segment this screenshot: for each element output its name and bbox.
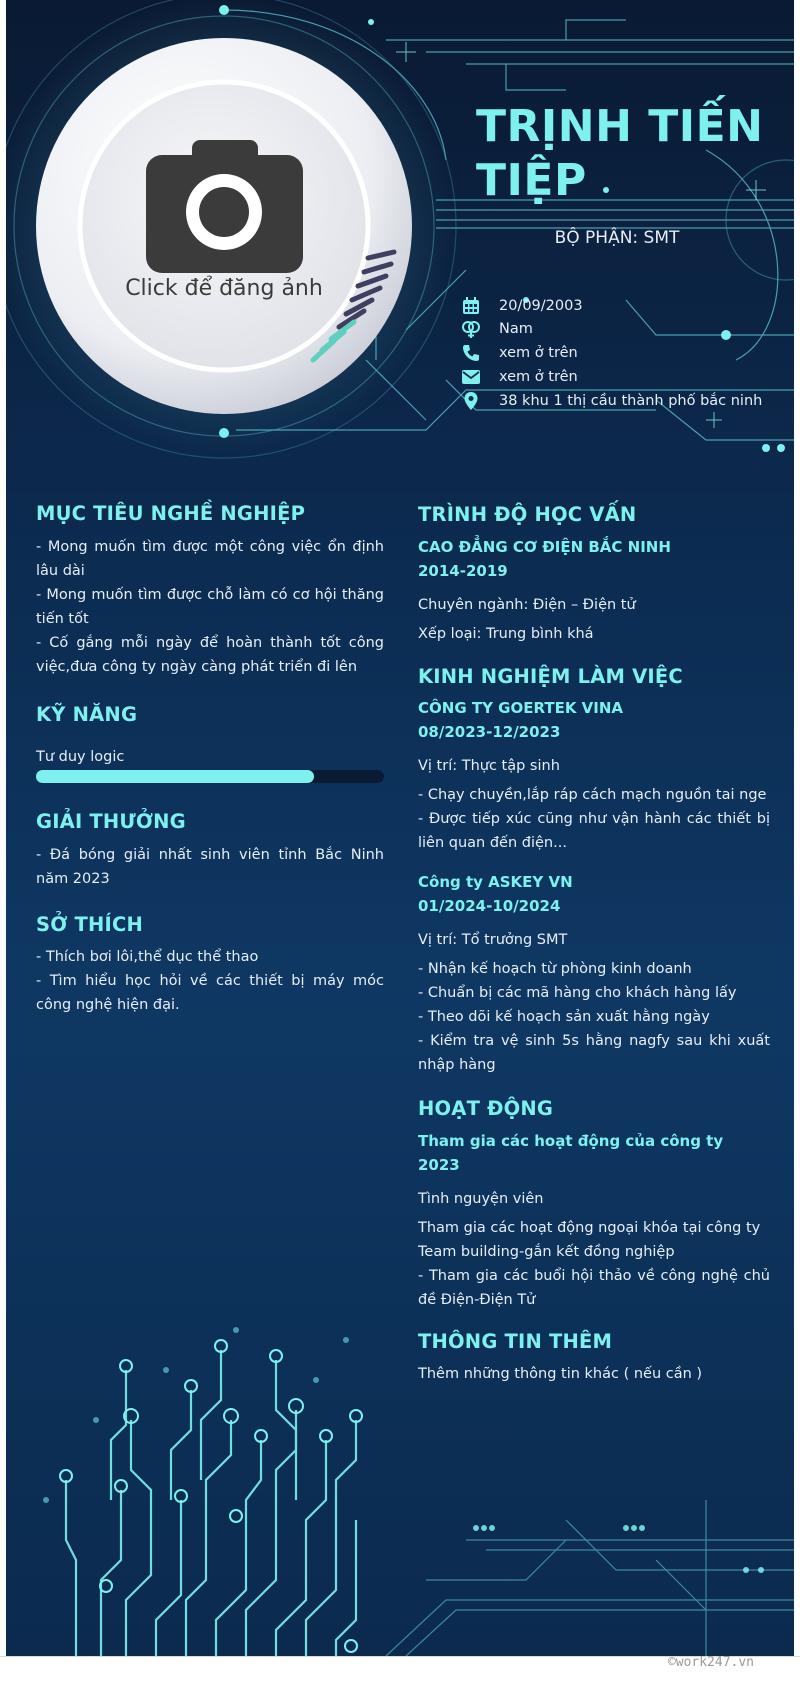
cv-page	[6, 0, 794, 1656]
education-section	[418, 535, 770, 646]
company-name: Công ty ASKEY VN	[418, 873, 573, 891]
job-duty-line: - Được tiếp xúc cũng như vận hành các thiết bị liên quan đến điện...	[418, 811, 770, 851]
hobby-line: - Thích bơi lôi,thể dục thể thao	[36, 949, 259, 965]
avatar-upload-button[interactable]	[36, 38, 412, 414]
job-duty-line: - Nhận kế hoạch từ phòng kinh doanh	[418, 961, 692, 977]
extra-info-text: Thêm những thông tin khác ( nếu cần )	[418, 1366, 703, 1382]
job-duty-line: - Kiểm tra vệ sinh 5s hằng nagfy sau khi xuất nhập hàng	[418, 1033, 770, 1073]
email-icon	[461, 367, 481, 387]
extra-info-title: THÔNG TIN THÊM	[418, 1330, 613, 1353]
calendar-icon	[461, 296, 481, 316]
awards-title: GIẢI THƯỞNG	[36, 810, 186, 833]
activity-period: 2023	[418, 1156, 460, 1174]
job-period: 01/2024-10/2024	[418, 897, 561, 915]
career-goal-line: - Cố gắng mỗi ngày để hoàn thành tốt công việc,đưa công ty ngày càng phát triển đi lên	[36, 635, 384, 675]
hobbies-title: SỞ THÍCH	[36, 913, 143, 936]
career-goal-line: - Mong muốn tìm được chỗ làm có cơ hội thăng tiến tốt	[36, 587, 384, 627]
career-goal-line: - Mong muốn tìm được một công việc ổn định lâu dài	[36, 539, 384, 579]
activity-line: Tham gia các hoạt động ngoại khóa tại công ty	[418, 1220, 761, 1236]
career-goal-title: MỤC TIÊU NGHỀ NGHIỆP	[36, 502, 306, 525]
skill-name: Tư duy logic	[36, 749, 125, 765]
hobbies-section	[36, 945, 384, 1017]
birthdate-value: 20/09/2003	[499, 298, 583, 314]
phone-value: xem ở trên	[499, 345, 578, 361]
info-row-gender	[461, 318, 533, 340]
department-label: BỘ PHẬN: SMT	[554, 228, 680, 248]
job-duty-line: - Chạy chuyền,lắp ráp cách mạch nguồn tai nge	[418, 787, 767, 803]
info-row-email	[461, 366, 578, 388]
job-duty-line: - Chuẩn bị các mã hàng cho khách hàng lấy	[418, 985, 737, 1001]
info-row-phone	[461, 342, 578, 364]
job-period: 08/2023-12/2023	[418, 723, 561, 741]
experience-title: KINH NGHIỆM LÀM VIỆC	[418, 665, 683, 688]
education-major: Chuyên ngành: Điện – Điện tử	[418, 597, 636, 613]
awards-section	[36, 843, 384, 891]
info-row-address	[461, 390, 762, 412]
experience-job	[418, 870, 770, 1077]
education-period: 2014-2019	[418, 562, 508, 580]
skills-title: KỸ NĂNG	[36, 703, 138, 726]
experience-job	[418, 696, 770, 855]
company-name: CÔNG TY GOERTEK VINA	[418, 699, 624, 717]
gender-value: Nam	[499, 321, 533, 337]
skill-level-bar	[36, 770, 384, 783]
email-value: xem ở trên	[499, 369, 578, 385]
info-row-birthdate	[461, 295, 583, 317]
watermark-label: ©work247.vn	[667, 1655, 754, 1670]
job-position: Vị trí: Thực tập sinh	[418, 758, 560, 774]
candidate-name: TRỊNH TIẾN TIỆP	[476, 101, 764, 206]
activity-name: Tham gia các hoạt động của công ty	[418, 1132, 724, 1150]
education-title: TRÌNH ĐỘ HỌC VẤN	[418, 503, 637, 526]
career-goal-section	[36, 535, 384, 679]
education-rank: Xếp loại: Trung bình khá	[418, 626, 594, 642]
job-duty-line: - Theo dõi kế hoạch sản xuất hằng ngày	[418, 1009, 710, 1025]
phone-icon	[461, 343, 481, 363]
location-icon	[461, 391, 481, 411]
award-line: - Đá bóng giải nhất sinh viên tỉnh Bắc Ninh năm 2023	[36, 847, 384, 887]
hobby-line: - Tìm hiểu học hỏi về các thiết bị máy móc công nghệ hiện đại.	[36, 973, 384, 1013]
activities-section	[418, 1129, 770, 1312]
skill-level-fill	[36, 770, 314, 783]
job-position: Vị trí: Tổ trưởng SMT	[418, 932, 568, 948]
activity-line: Team building-gắn kết đồng nghiệp	[418, 1244, 675, 1260]
activity-line: - Tham gia các buổi hội thảo về công nghệ chủ đề Điện-Điện Tử	[418, 1268, 770, 1308]
school-name: CAO ĐẲNG CƠ ĐIỆN BẮC NINH	[418, 538, 671, 556]
activity-role: Tình nguyện viên	[418, 1191, 544, 1207]
gender-icon	[461, 319, 481, 339]
address-value: 38 khu 1 thị cầu thành phố bắc ninh	[499, 393, 763, 409]
avatar-upload-label: Click để đăng ảnh	[125, 276, 323, 301]
activities-title: HOẠT ĐỘNG	[418, 1097, 554, 1120]
